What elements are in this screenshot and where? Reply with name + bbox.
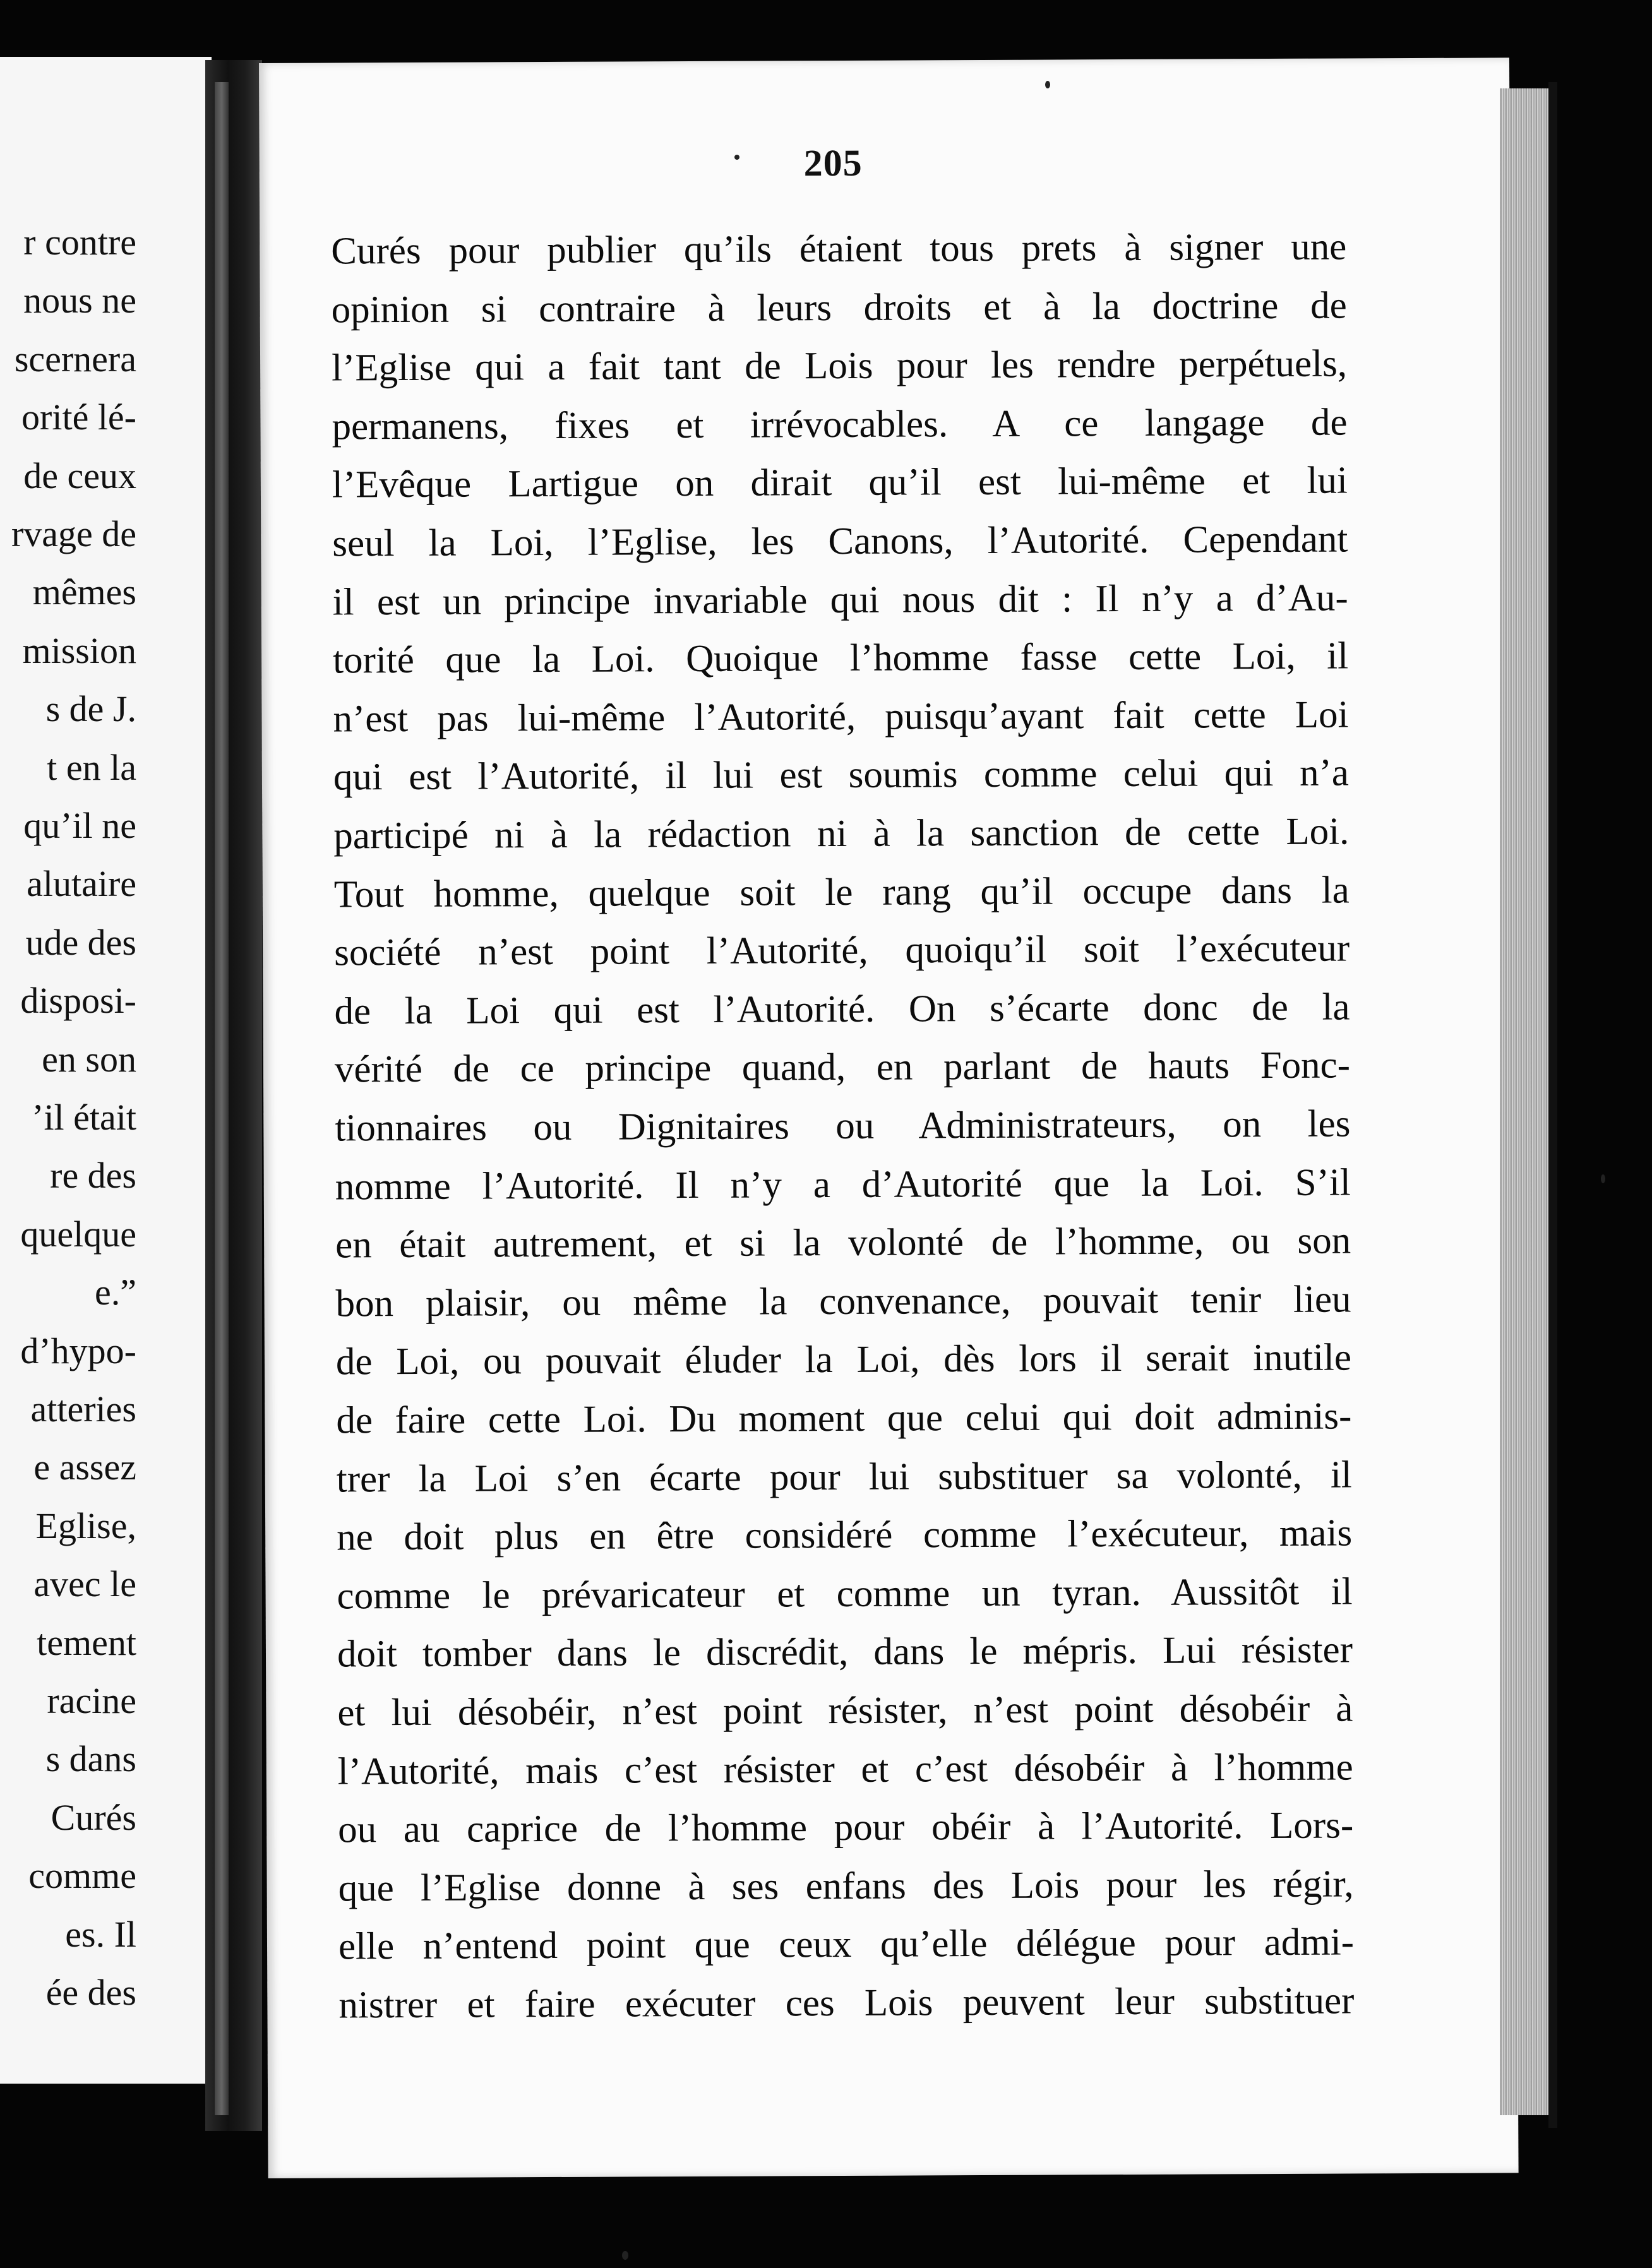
facing-page-line: r contre <box>23 222 136 263</box>
facing-page-line: avec le <box>33 1563 136 1605</box>
facing-page-line: Eglise, <box>35 1505 136 1546</box>
text-line: opinion si contraire à leurs droits et à la doctrine de <box>331 284 1347 331</box>
facing-page-left <box>0 57 212 2084</box>
facing-page-line: e.” <box>95 1272 136 1313</box>
facing-page-line: ée des <box>45 1972 136 2013</box>
text-line: que l’Eglise donne à ses enfans des Lois pour les régir, <box>338 1863 1354 1910</box>
text-line: de faire cette Loi. Du moment que celui qui doit adminis- <box>336 1395 1352 1442</box>
text-line: comme le prévaricateur et comme un tyran. Aussitôt il <box>337 1570 1353 1618</box>
facing-page-line: ’il était <box>32 1097 136 1138</box>
text-line: Curés pour publier qu’ils étaient tous prets à signer une <box>331 225 1347 273</box>
facing-page-line: atteries <box>30 1388 136 1429</box>
facing-page-line: de ceux <box>23 455 136 496</box>
book-gutter <box>205 60 262 2131</box>
text-line: permanens, fixes et irrévocables. A ce langage de <box>332 401 1348 448</box>
ink-speck <box>622 2251 628 2260</box>
facing-page-line: racine <box>47 1680 136 1721</box>
text-line: torité que la Loi. Quoique l’homme fasse cette Loi, il <box>332 635 1349 682</box>
text-line: de Loi, ou pouvait éluder la Loi, dès lors il serait inutile <box>335 1336 1352 1383</box>
facing-page-line: Curés <box>51 1796 136 1838</box>
facing-page-line: es. Il <box>65 1913 136 1955</box>
facing-page-line: tement <box>37 1621 136 1663</box>
text-line: ne doit plus en être considéré comme l’exécuteur, mais <box>337 1512 1353 1559</box>
facing-page-line: orité lé- <box>21 397 136 438</box>
text-line: doit tomber dans le discrédit, dans le mépris. Lui résister <box>337 1628 1353 1676</box>
text-line: société n’est point l’Autorité, quoiqu’il soit l’exécuteur <box>334 927 1350 974</box>
page-number: 205 <box>803 141 863 184</box>
facing-page-line: e assez <box>33 1447 136 1488</box>
text-line: et lui désobéir, n’est point résister, n’est point désobéir à <box>337 1687 1353 1734</box>
text-line: Tout homme, quelque soit le rang qu’il occupe dans la <box>333 869 1350 916</box>
facing-page-line: quelque <box>20 1213 136 1255</box>
text-line: l’Evêque Lartigue on dirait qu’il est lui-même et lui <box>332 459 1348 506</box>
facing-page-line: comme <box>28 1855 136 1897</box>
body-text <box>331 225 1355 2027</box>
text-line: de la Loi qui est l’Autorité. On s’écarte donc de la <box>334 986 1350 1033</box>
facing-page-line: t en la <box>47 746 136 788</box>
facing-page-line: mission <box>22 630 136 671</box>
text-line: elle n’entend point que ceux qu’elle délégue pour admi- <box>338 1921 1355 1968</box>
text-line: en était autrement, et si la volonté de l’homme, ou son <box>335 1219 1351 1267</box>
text-line: nistrer et faire exécuter ces Lois peuvent leur substituer <box>338 1979 1355 2027</box>
facing-page-line: scernera <box>14 338 136 379</box>
facing-page-line: qu’il ne <box>23 805 136 846</box>
facing-page-line: disposi- <box>20 980 136 1022</box>
facing-page-line: en son <box>42 1038 136 1080</box>
facing-page-line: nous ne <box>23 280 136 321</box>
text-line: n’est pas lui-même l’Autorité, puisqu’ayant fait cette Loi <box>333 693 1349 741</box>
text-line: il est un principe invariable qui nous dit : Il n’y a d’Au- <box>332 576 1348 624</box>
page-edges <box>1500 88 1550 2115</box>
text-line: l’Autorité, mais c’est résister et c’est désobéir à l’homme <box>337 1746 1353 1793</box>
text-line: nomme l’Autorité. Il n’y a d’Autorité que la Loi. S’il <box>335 1161 1351 1209</box>
ink-speck <box>734 155 739 160</box>
ink-speck <box>1045 81 1050 88</box>
facing-page-line: alutaire <box>27 863 136 905</box>
text-line: vérité de ce principe quand, en parlant de hauts Fonc- <box>334 1044 1351 1091</box>
text-line: bon plaisir, ou même la convenance, pouvait tenir lieu <box>335 1278 1351 1325</box>
text-line: participé ni à la rédaction ni à la sanction de cette Loi. <box>333 810 1350 857</box>
ink-speck <box>1601 1174 1605 1183</box>
text-line: trer la Loi s’en écarte pour lui substituer sa volonté, il <box>336 1453 1352 1501</box>
facing-page-line: s dans <box>45 1738 136 1780</box>
text-line: qui est l’Autorité, il lui est soumis comme celui qui n’a <box>333 751 1350 799</box>
text-line: seul la Loi, l’Eglise, les Canons, l’Autorité. Cependant <box>332 518 1348 565</box>
book-page <box>259 57 1519 2178</box>
gutter-highlight <box>215 82 229 2115</box>
text-line: tionnaires ou Dignitaires ou Administrateurs, on les <box>335 1102 1351 1150</box>
facing-page-line: s de J. <box>45 688 136 730</box>
facing-page-line: mêmes <box>32 571 136 613</box>
text-line: ou au caprice de l’homme pour obéir à l’Autorité. Lors- <box>338 1804 1354 1851</box>
text-line: l’Eglise qui a fait tant de Lois pour les rendre perpétuels, <box>331 342 1348 390</box>
facing-page-line: rvage de <box>11 513 136 554</box>
facing-page-line: re des <box>50 1155 136 1197</box>
facing-page-line: ude des <box>25 921 136 963</box>
facing-page-line: d’hypo- <box>20 1330 136 1371</box>
page-edges-shadow <box>1548 82 1557 2128</box>
